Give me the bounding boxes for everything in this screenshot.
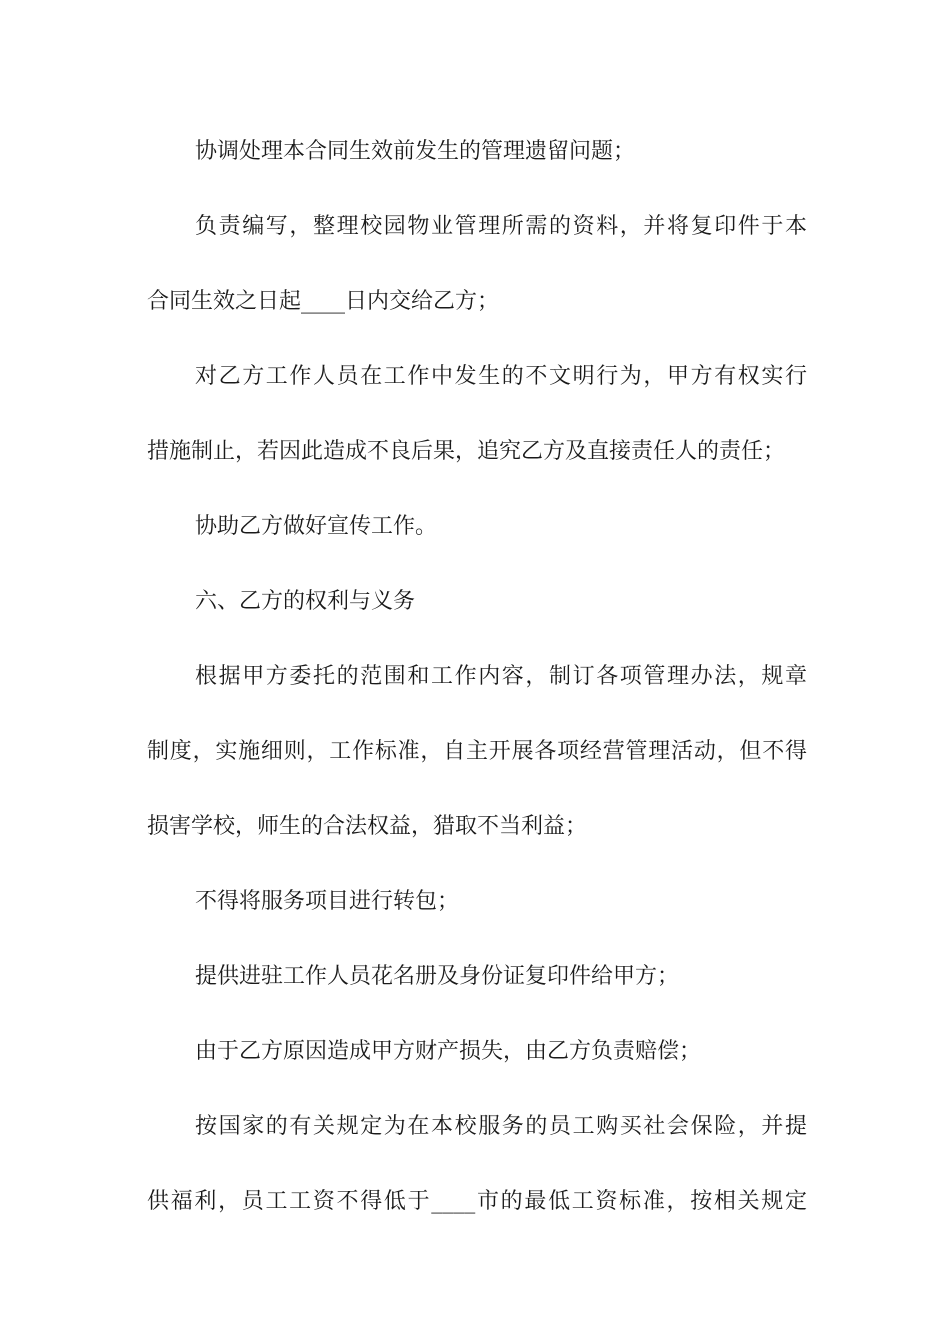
paragraph-line: 根据甲方委托的范围和工作内容，制订各项管理办法，规章	[195, 664, 807, 689]
paragraph-line: 措施制止，若因此造成不良后果，追究乙方及直接责任人的责任；	[147, 439, 786, 464]
paragraph-line: 制度，实施细则，工作标准，自主开展各项经营管理活动，但不得	[147, 739, 807, 764]
paragraph-line: 合同生效之日起____日内交给乙方；	[147, 289, 500, 314]
paragraph-line: 不得将服务项目进行转包；	[195, 889, 460, 914]
paragraph-line: 提供进驻工作人员花名册及身份证复印件给甲方；	[195, 964, 680, 989]
paragraph-line: 负责编写，整理校园物业管理所需的资料，并将复印件于本	[195, 214, 807, 239]
paragraph-line: 对乙方工作人员在工作中发生的不文明行为，甲方有权实行	[195, 364, 807, 389]
paragraph-line: 供福利，员工工资不得低于____市的最低工资标准，按相关规定	[147, 1189, 807, 1214]
paragraph-line: 按国家的有关规定为在本校服务的员工购买社会保险，并提	[195, 1114, 807, 1139]
paragraph-line: 协助乙方做好宣传工作。	[195, 514, 438, 539]
paragraph-line: 协调处理本合同生效前发生的管理遗留问题；	[195, 139, 636, 164]
section-heading: 六、乙方的权利与义务	[195, 589, 416, 614]
paragraph-line: 由于乙方原因造成甲方财产损失，由乙方负责赔偿；	[195, 1039, 702, 1064]
paragraph-line: 损害学校，师生的合法权益，猎取不当利益；	[147, 814, 588, 839]
